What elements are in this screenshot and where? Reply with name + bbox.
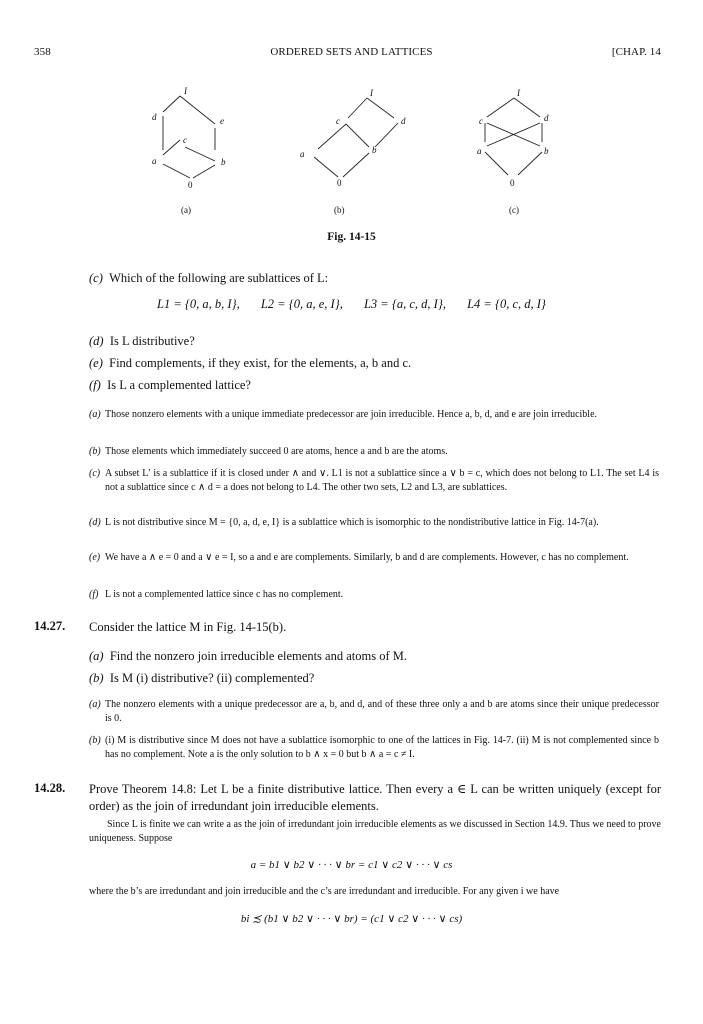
answer-e [89,551,659,565]
node-b: b [544,146,549,156]
answer-d [89,516,659,530]
question-b [89,670,314,686]
node-0: 0 [188,180,193,190]
question-text: Is M (i) distributive? (ii) complemented? [109,671,315,685]
answer-label: (a) [89,699,101,710]
answer-text: Those elements which immediately succeed 0 are atoms, hence a and b are the atoms. [105,446,448,457]
node-c: c [336,116,340,126]
page-number: 358 [34,46,51,58]
node-b: b [221,157,226,167]
answer-f [89,588,659,602]
question-c [89,270,328,286]
node-a: a [477,146,482,156]
answer-a [89,408,659,422]
answer-label: (b) [89,446,101,457]
question-text: Which of the following are sublattices of L: [109,271,329,285]
set-L4: L4 = {0, c, d, I} [467,297,546,311]
node-d: d [401,116,406,126]
problem-statement: Consider the lattice M in Fig. 14-15(b). [89,620,287,634]
set-L2: L2 = {0, a, e, I}, [260,297,343,311]
node-c: c [183,135,187,145]
lattice-diagram-b [300,88,406,215]
set-L3: L3 = {a, c, d, I}, [363,297,446,311]
node-0: 0 [337,178,342,188]
question-label: (e) [89,356,103,370]
proof-paragraph: where the b’s are irredundant and join irreducible and the c’s are irredundant and irreducible. For any given i we have [89,886,560,897]
figure-14-15 [0,0,703,240]
node-I: I [184,86,187,96]
answer-label: (a) [89,409,101,420]
answer-text: We have a ∧ e = 0 and a ∨ e = I, so a and e are complements. Similarly, b and d are complements. However, c has no complement. [105,552,629,563]
lattice-diagram-c [477,88,549,215]
node-c: c [479,116,483,126]
running-title: ORDERED SETS AND LATTICES [270,46,433,58]
answer-label: (d) [89,517,101,528]
node-d: d [152,112,157,122]
node-d: d [544,113,549,123]
chapter-label: [CHAP. 14 [611,46,661,58]
question-text: Find the nonzero join irreducible elements and atoms of M. [109,649,407,663]
question-label: (a) [89,649,104,663]
answer-a [89,698,659,726]
question-label: (c) [89,271,103,285]
node-I: I [517,88,520,98]
answer-text: L is not distributive since M = {0, a, d, e, I} is a sublattice which is isomorphic to the nondistributive lattice in Fig. 14-7(a). [105,517,599,528]
node-a: a [152,156,157,166]
question-label: (b) [89,671,104,685]
question-label: (f) [89,378,101,392]
figure-caption: Fig. 14-15 [327,231,376,243]
set-L1: L1 = {0, a, b, I}, [157,297,240,311]
problem-statement: Prove Theorem 14.8: Let L be a finite distributive lattice. Then every a ∈ L can be written uniquely (except for order) as the join of irredundant join irreducible elements. [89,782,661,813]
node-b: b [372,145,377,155]
question-text: Is L a complemented lattice? [107,378,251,392]
answer-text: A subset L′ is a sublattice if it is closed under ∧ and ∨. L1 is not a sublattice since a ∨ b = c, which does not belong to L1. The set L4 is not a sublattice since c ∧ d = a does not belong to L4. The other two sets, L2 and L3, are sublattices. [105,468,659,493]
problem-number: 14.28. [34,781,66,795]
sublattice-sets [0,297,703,312]
node-I: I [370,88,373,98]
answer-text: The nonzero elements with a unique predecessor are a, b, and d, and of these three only a and b are atoms since their unique predecessor is 0. [105,699,659,724]
question-text: Find complements, if they exist, for the elements, a, b and c. [109,356,412,370]
answer-b [89,734,659,762]
answer-text: Those nonzero elements with a unique immediate predecessor are join irreducible. Hence a, b, d, and e are join irreducible. [105,409,598,420]
problem-number: 14.27. [34,619,66,633]
question-label: (d) [89,334,104,348]
answer-label: (b) [89,735,101,746]
node-0: 0 [510,178,515,188]
lattice-diagram-a [152,86,226,215]
equation: bi ≾ (b1 ∨ b2 ∨ · · · ∨ br) = (c1 ∨ c2 ∨ · · · ∨ cs) [240,913,463,925]
question-text: Is L distributive? [109,334,195,348]
answer-c [89,467,659,495]
answer-b [89,445,659,459]
node-a: a [300,149,305,159]
proof-paragraph: Since L is finite we can write a as the join of irredundant join irreducible elements as we discussed in Section 14.9. Thus we need to prove uniqueness. Suppose [89,819,661,844]
answer-label: (c) [89,468,101,479]
panel-label-a: (a) [181,205,191,215]
panel-label-b: (b) [334,205,345,215]
panel-label-c: (c) [509,205,519,215]
node-e: e [220,116,224,126]
question-d [89,333,195,349]
answer-text: (i) M is distributive since M does not have a sublattice isomorphic to one of the lattices in Fig. 14-7. (ii) M is not complemented since b has no complement. Note a is the only solution to b ∧ x = 0 but b ∧ a = c ≠ I. [105,735,659,760]
answer-label: (e) [89,552,101,563]
question-f [89,377,251,393]
question-a [89,648,407,664]
question-e [89,355,411,371]
answer-label: (f) [89,589,99,600]
answer-text: L is not a complemented lattice since c has no complement. [105,589,344,600]
equation: a = b1 ∨ b2 ∨ · · · ∨ br = c1 ∨ c2 ∨ · · · ∨ cs [250,859,453,871]
